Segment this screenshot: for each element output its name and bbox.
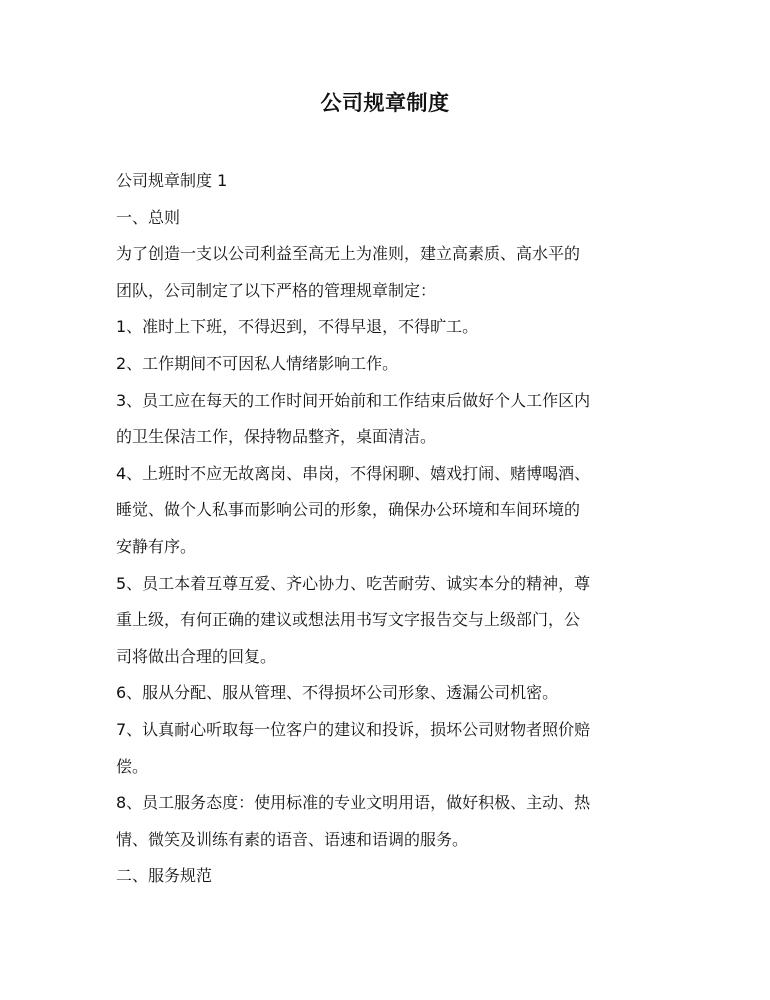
rule-item-line: 睡觉、做个人私事而影响公司的形象，确保办公环境和车间环境的 [116, 500, 581, 520]
document-title: 公司规章制度 [320, 91, 450, 115]
rule-item-line: 3、员工应在每天的工作时间开始前和工作结束后做好个人工作区内 [116, 390, 591, 410]
paragraph-line: 团队，公司制定了以下严格的管理规章制定： [116, 280, 437, 300]
rule-item-line: 重上级，有何正确的建议或想法用书写文字报告交与上级部门，公 [116, 610, 581, 630]
rule-item-line: 司将做出合理的回复。 [116, 646, 277, 666]
rule-item-line: 7、认真耐心听取每一位客户的建议和投诉，损坏公司财物者照价赔 [116, 719, 591, 739]
rule-item-line: 8、员工服务态度：使用标准的专业文明用语，做好积极、主动、热 [116, 793, 591, 813]
section-heading: 公司规章制度 1 [116, 171, 228, 190]
rule-item-line: 6、服从分配、服从管理、不得损坏公司形象、透漏公司机密。 [116, 683, 559, 703]
paragraph-line: 为了创造一支以公司利益至高无上为准则，建立高素质、高水平的 [116, 244, 581, 264]
rule-item-line: 1、准时上下班，不得迟到，不得早退，不得旷工。 [116, 317, 479, 337]
rule-item-line: 4、上班时不应无故离岗、串岗，不得闲聊、嬉戏打闹、赌博喝酒、 [116, 463, 591, 483]
rule-item-line: 安静有序。 [116, 536, 197, 556]
rule-item-line: 2、工作期间不可因私人情绪影响工作。 [116, 353, 399, 373]
rule-item-line: 5、员工本着互尊互爱、齐心协力、吃苦耐劳、诚实本分的精神，尊 [116, 573, 591, 593]
document-body [116, 163, 661, 895]
subsection-heading: 一、总则 [116, 207, 181, 227]
subsection-heading: 二、服务规范 [116, 866, 213, 886]
rule-item-line: 的卫生保洁工作，保持物品整齐，桌面清洁。 [116, 427, 437, 447]
rule-item-line: 偿。 [116, 756, 149, 776]
rule-item-line: 情、微笑及训练有素的语音、语速和语调的服务。 [116, 829, 469, 849]
